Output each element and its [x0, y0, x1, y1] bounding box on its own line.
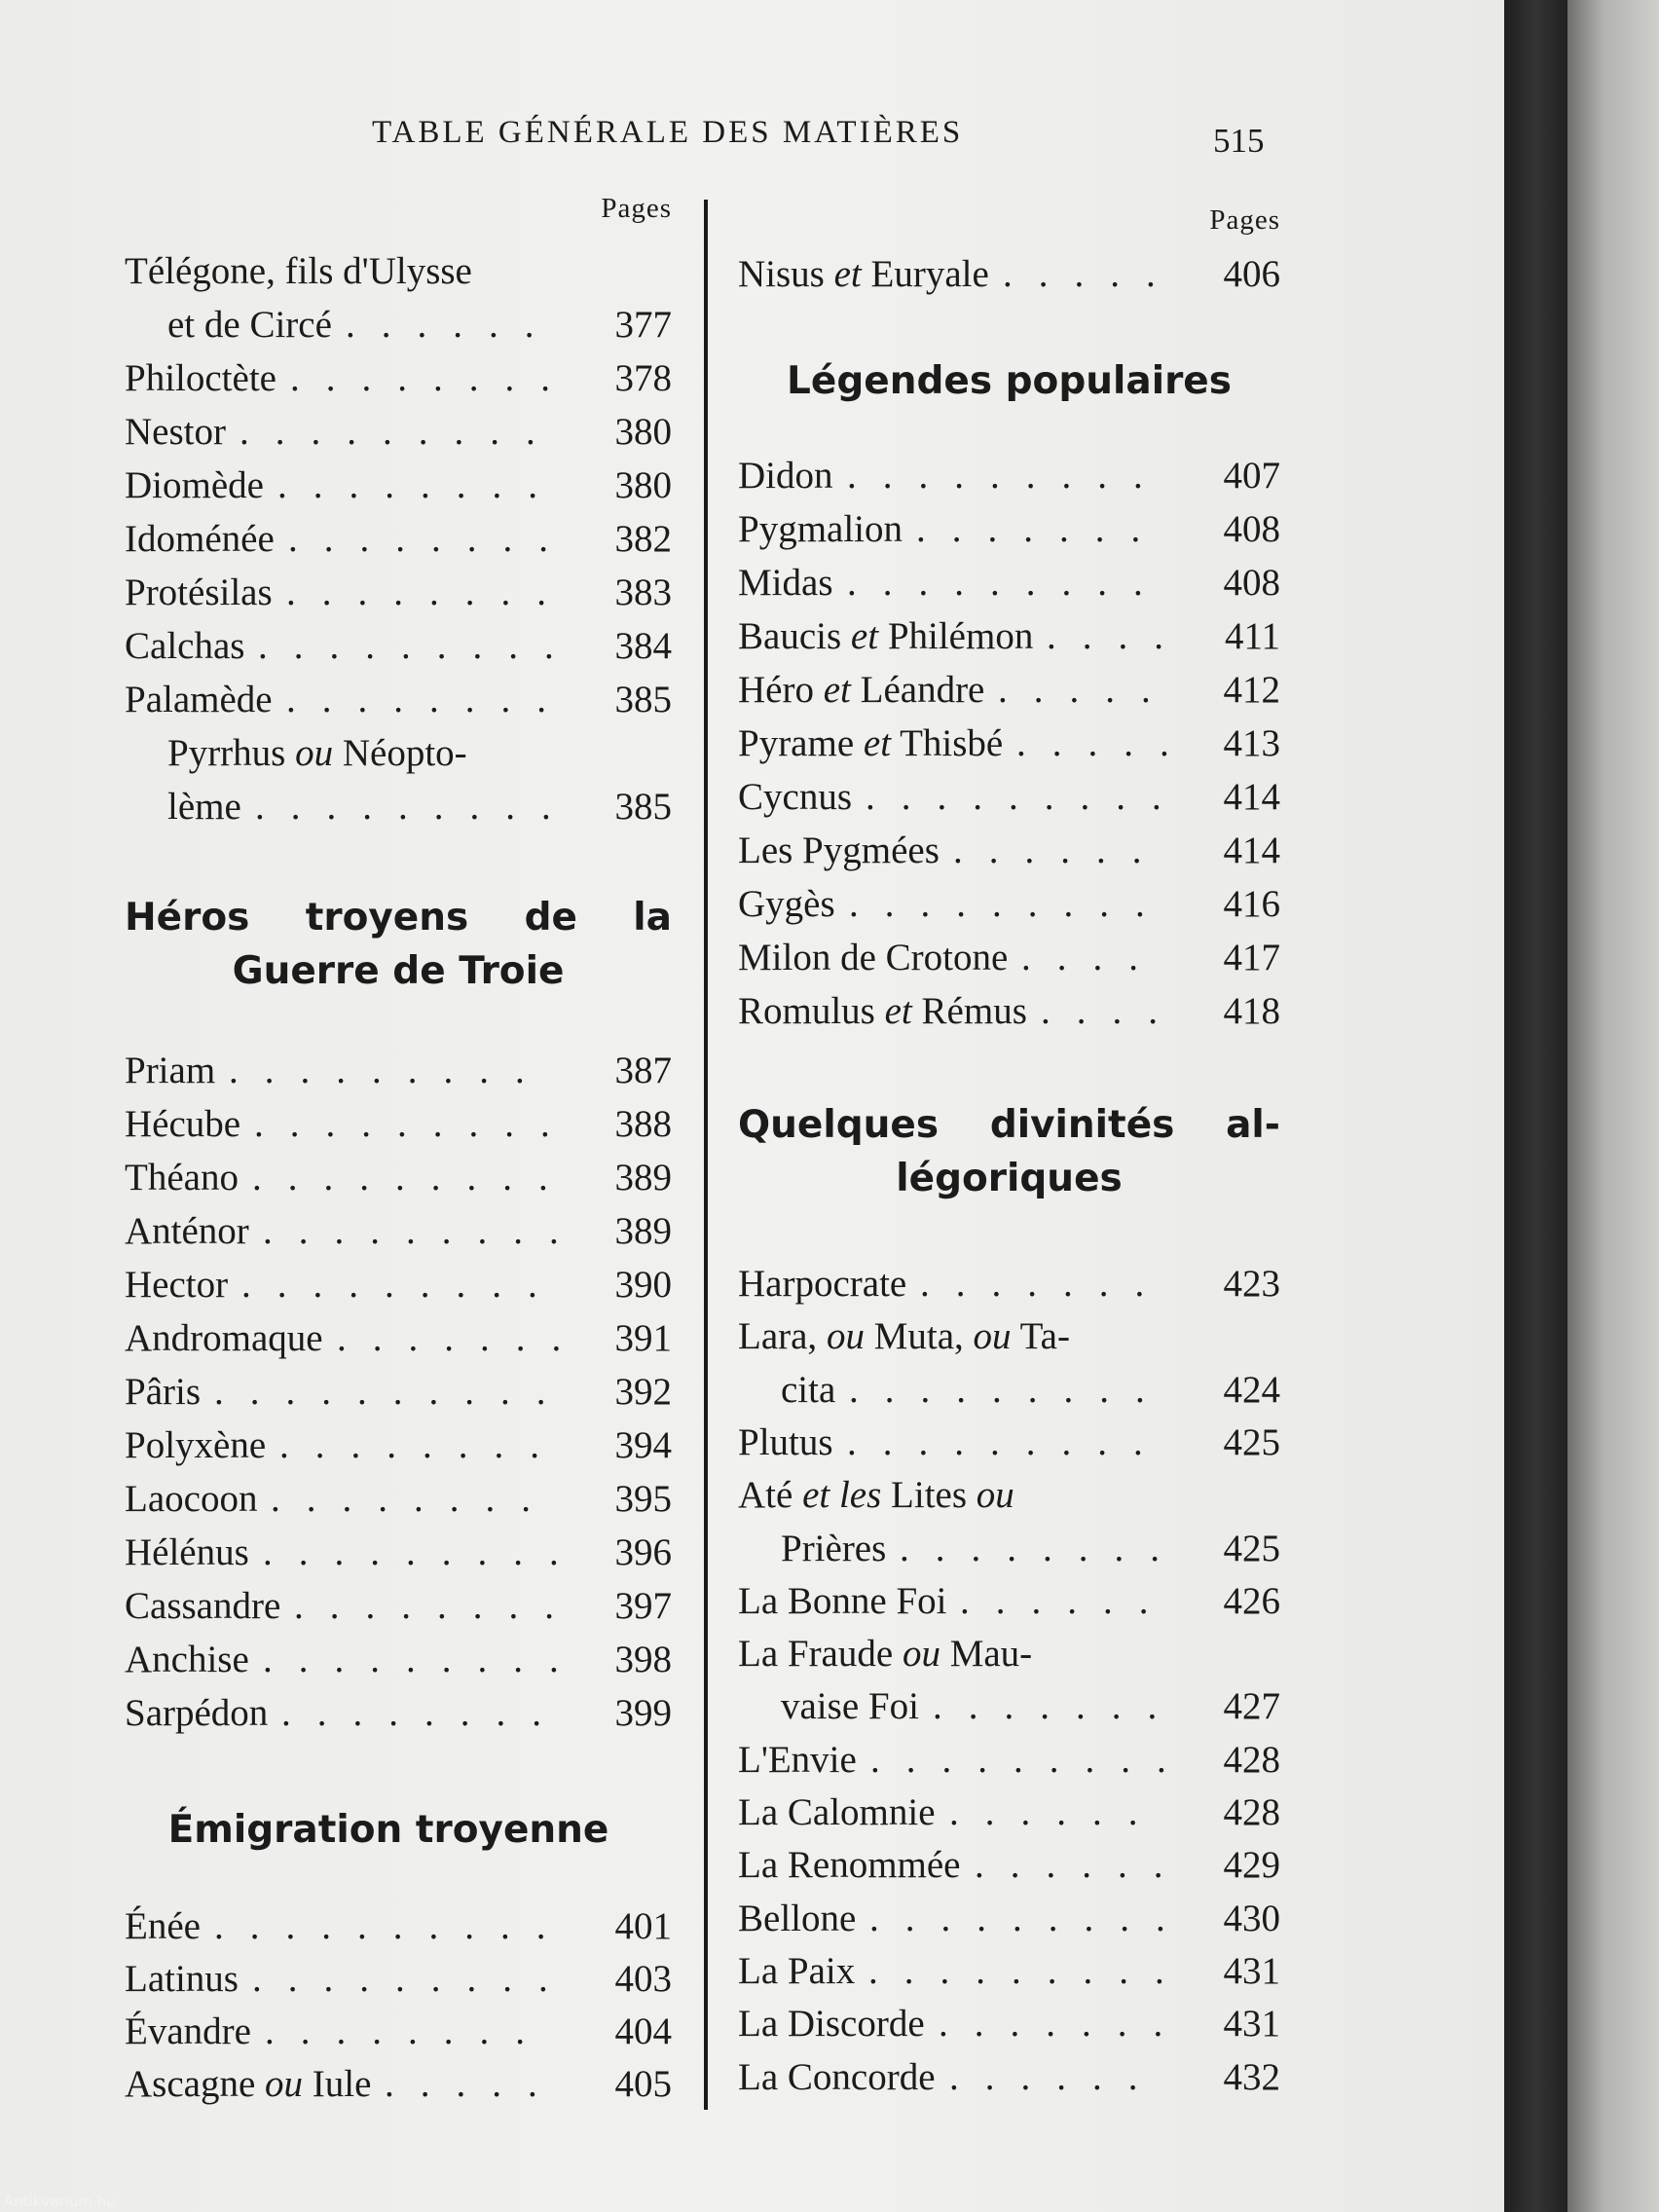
dot-leader: .........: [263, 1531, 585, 1573]
entry-title: Idoménée: [125, 518, 275, 560]
entry-page-number: 405: [614, 2063, 672, 2105]
index-entry: [738, 1260, 1280, 1309]
entry-title: Anchise: [125, 1639, 249, 1680]
entry-page-number: 380: [614, 411, 672, 453]
entry-page-number: 427: [1223, 1685, 1280, 1728]
dot-leader: .........: [869, 1897, 1192, 1939]
dot-leader: ........: [294, 1585, 580, 1627]
index-entry: [125, 1636, 672, 1684]
book-spine-edge: [1504, 0, 1567, 2212]
entry-page-number: 388: [614, 1103, 672, 1145]
index-entry: [125, 301, 672, 350]
index-entry: [125, 1955, 672, 2004]
entry-title: Pâris: [125, 1371, 201, 1413]
dot-leader: ......: [960, 1579, 1175, 1622]
index-entry: [125, 622, 672, 671]
entry-title-part: La Fraude: [738, 1633, 894, 1676]
entry-title-part: ou: [902, 1633, 940, 1676]
entry-page-number: 406: [1223, 253, 1280, 295]
dot-leader: .........: [847, 1420, 1169, 1463]
entry-page-number: 414: [1223, 830, 1280, 871]
entry-title-part: Romulus: [738, 990, 875, 1032]
entry-title: Anténor: [125, 1210, 249, 1252]
index-entry: [125, 2008, 672, 2056]
dot-leader: .........: [866, 776, 1188, 818]
entry-title-part: ou: [976, 1474, 1014, 1517]
index-entry: [738, 1788, 1280, 1837]
section-heading-legendes: Légendes populaires: [787, 359, 1232, 403]
entry-page-number: 391: [614, 1317, 672, 1359]
entry-page-number: 383: [614, 571, 672, 613]
entry-title-part: Léandre: [860, 669, 985, 711]
index-entry: [738, 559, 1280, 608]
section-heading-troyens-line2: Guerre de Troie: [232, 949, 565, 993]
dot-leader: ........: [290, 357, 576, 399]
entry-title-part: Baucis: [738, 615, 842, 657]
index-entry: [738, 1947, 1280, 1996]
index-entry: [125, 729, 672, 778]
entry-page-number: 390: [614, 1264, 672, 1306]
index-entry: [125, 1529, 672, 1577]
entry-title: [738, 250, 989, 299]
dot-leader: .........: [263, 1210, 585, 1252]
entry-page-number: 378: [614, 357, 672, 399]
index-entry: [125, 1421, 672, 1470]
entry-title: Sarpédon: [125, 1692, 269, 1734]
index-entry: [738, 1895, 1280, 1943]
section-heading-troyens-line1: Héros troyens de la: [125, 896, 672, 940]
entry-page-number: 401: [614, 1905, 672, 1947]
dot-leader: .....: [1003, 253, 1182, 295]
dot-leader: .........: [870, 1738, 1193, 1781]
index-entry: [125, 461, 672, 510]
entry-page-number: 432: [1223, 2055, 1280, 2098]
dot-leader: .........: [847, 562, 1169, 604]
dot-leader: .........: [241, 1264, 564, 1306]
entry-title: vaise Foi: [781, 1685, 919, 1728]
section-heading-divinites-line2: légoriques: [896, 1157, 1123, 1200]
dot-leader: ........: [277, 464, 564, 506]
entry-title-part: Héro: [738, 669, 814, 711]
index-entry: [738, 250, 1280, 299]
entry-page-number: 424: [1223, 1368, 1280, 1411]
entry-page-number: 414: [1223, 776, 1280, 818]
index-entry: [125, 1689, 672, 1738]
index-entry: [738, 666, 1280, 715]
entry-title: L'Envie: [738, 1738, 857, 1781]
index-entry: [738, 880, 1280, 929]
section-heading-emigration: Émigration troyenne: [167, 1808, 609, 1852]
index-entry: [738, 773, 1280, 822]
index-entry: [125, 676, 672, 724]
entry-title-part: et: [863, 722, 892, 764]
dot-leader: .........: [229, 1050, 551, 1091]
entry-title: [738, 612, 1033, 661]
entry-title: [738, 666, 984, 715]
entry-page-number: 394: [614, 1424, 672, 1466]
entry-title: La Discorde: [738, 2003, 925, 2046]
entry-title: Milon de Crotone: [738, 937, 1009, 978]
dot-leader: ..........: [214, 1905, 572, 1947]
entry-title-part: et: [850, 615, 879, 657]
index-entry: [125, 247, 672, 296]
dot-leader: .........: [254, 1103, 576, 1145]
index-entry: [738, 505, 1280, 554]
index-entry: [738, 1419, 1280, 1467]
entry-page-number: 395: [614, 1478, 672, 1520]
entry-page-number: 403: [614, 1958, 672, 2000]
index-entry: [738, 1736, 1280, 1785]
index-entry: [125, 1154, 672, 1202]
index-entry: [125, 1368, 672, 1417]
entry-page-number: 392: [614, 1371, 672, 1413]
entry-title-part: ou: [973, 1315, 1012, 1358]
index-entry: [738, 1841, 1280, 1890]
entry-title: [738, 987, 1027, 1036]
entry-title: Hélénus: [125, 1531, 249, 1573]
entry-title: Polyxène: [125, 1424, 267, 1466]
entry-title-part: Thisbé: [900, 722, 1004, 764]
entry-page-number: 425: [1223, 1527, 1280, 1569]
index-entry: [125, 515, 672, 564]
entry-page-number: 431: [1223, 1949, 1280, 1992]
index-entry: [125, 1475, 672, 1524]
entry-title-part: Mau-: [949, 1633, 1033, 1676]
dot-leader: ....: [1041, 990, 1184, 1032]
index-entry: [738, 2053, 1280, 2102]
entry-page-number: 382: [614, 518, 672, 560]
index-entry: [125, 1314, 672, 1363]
entry-title-part: Muta,: [873, 1315, 964, 1358]
entry-title: Hector: [125, 1264, 229, 1306]
watermark: Antikvarium.hu: [4, 2193, 116, 2210]
entry-title-part: Philémon: [887, 615, 1034, 657]
dot-leader: .........: [258, 625, 580, 667]
entry-page-number: 389: [614, 1210, 672, 1252]
dot-leader: ......: [953, 830, 1168, 871]
entry-title-part: Ta-: [1019, 1315, 1070, 1358]
dot-leader: .........: [252, 1958, 574, 2000]
dot-leader: ....: [1021, 937, 1164, 978]
entry-title-part: ou: [295, 732, 334, 774]
entry-page-number: 389: [614, 1157, 672, 1198]
index-entry: [125, 1207, 672, 1256]
entry-title: [167, 729, 467, 778]
entry-title: [738, 1471, 1014, 1520]
entry-page-number: 428: [1223, 1738, 1280, 1781]
index-entry: [738, 612, 1280, 661]
dot-leader: .........: [847, 455, 1169, 497]
dot-leader: .....: [1016, 722, 1196, 764]
background-edge: [1567, 0, 1659, 2212]
entry-page-number: 408: [1223, 508, 1280, 550]
index-entry: [738, 1577, 1280, 1626]
entry-title: La Calomnie: [738, 1791, 936, 1833]
entry-title: Plutus: [738, 1420, 833, 1463]
entry-title: Pygmalion: [738, 508, 903, 550]
entry-title-part: Nisus: [738, 253, 825, 295]
dot-leader: ....: [1047, 615, 1190, 657]
index-entry: [738, 827, 1280, 875]
entry-title: Laocoon: [125, 1478, 258, 1520]
entry-title: [125, 2060, 371, 2109]
pages-label: Pages: [1209, 204, 1280, 236]
index-entry: [125, 783, 672, 831]
entry-page-number: 385: [614, 786, 672, 828]
entry-page-number: 418: [1223, 990, 1280, 1032]
index-entry: [738, 987, 1280, 1036]
dot-leader: ........: [288, 518, 574, 560]
entry-title-part: Pyrame: [738, 722, 855, 764]
entry-title-part: ou: [265, 2063, 304, 2105]
entry-title: [738, 1630, 1032, 1678]
dot-leader: ........: [286, 571, 572, 613]
entry-title-part: Ascagne: [125, 2063, 256, 2105]
entry-page-number: 412: [1223, 669, 1280, 711]
entry-title-part: Euryale: [870, 253, 989, 295]
entry-title: Télégone, fils d'Ulysse: [125, 250, 472, 292]
entry-page-number: 431: [1223, 2003, 1280, 2046]
entry-title: Cycnus: [738, 776, 852, 818]
dot-leader: ......: [949, 1791, 1164, 1833]
index-entry: [738, 1366, 1280, 1415]
entry-title: Prières: [781, 1527, 887, 1569]
entry-title: et de Circé: [167, 304, 332, 346]
entry-title: Théano: [125, 1157, 239, 1198]
entry-page-number: 408: [1223, 562, 1280, 604]
index-entry: [738, 452, 1280, 500]
entry-title: Énée: [125, 1905, 201, 1947]
dot-leader: ......: [949, 2055, 1164, 2098]
dot-leader: .....: [998, 669, 1177, 711]
entry-page-number: 413: [1223, 722, 1280, 764]
dot-leader: .........: [868, 1949, 1191, 1992]
entry-page-number: 426: [1223, 1579, 1280, 1622]
index-entry: [125, 1582, 672, 1631]
entry-title: Latinus: [125, 1958, 239, 2000]
index-entry: [738, 719, 1280, 768]
entry-page-number: 377: [614, 304, 672, 346]
entry-page-number: 416: [1223, 883, 1280, 925]
dot-leader: ........: [286, 679, 572, 720]
entry-title-part: et les: [802, 1474, 882, 1517]
entry-page-number: 380: [614, 464, 672, 506]
entry-title: [738, 1312, 1070, 1361]
entry-title: lème: [167, 786, 241, 828]
index-entry: [738, 934, 1280, 982]
entry-page-number: 387: [614, 1050, 672, 1091]
entry-page-number: 417: [1223, 937, 1280, 978]
entry-page-number: 411: [1224, 615, 1280, 657]
entry-title: Hécube: [125, 1103, 241, 1145]
entry-title: La Bonne Foi: [738, 1579, 947, 1622]
entry-title: Priam: [125, 1050, 216, 1091]
dot-leader: .......: [337, 1317, 588, 1359]
entry-title-part: Iule: [312, 2063, 372, 2105]
dot-leader: .....: [385, 2063, 564, 2105]
index-entry: [125, 1261, 672, 1309]
entry-title: Midas: [738, 562, 833, 604]
index-entry: [125, 1100, 672, 1149]
index-entry: [125, 2060, 672, 2109]
entry-title-part: et: [823, 669, 851, 711]
entry-page-number: 425: [1223, 1420, 1280, 1463]
entry-title: [738, 719, 1003, 768]
entry-page-number: 423: [1223, 1263, 1280, 1305]
index-entry: [125, 569, 672, 617]
entry-title: Andromaque: [125, 1317, 323, 1359]
dot-leader: ..........: [214, 1371, 572, 1413]
entry-title: Les Pygmées: [738, 830, 940, 871]
index-entry: [738, 1471, 1280, 1520]
entry-page-number: 385: [614, 679, 672, 720]
entry-title: La Paix: [738, 1949, 856, 1992]
section-heading-divinites-line1: Quelques divinités al-: [738, 1103, 1280, 1147]
entry-page-number: 430: [1223, 1897, 1280, 1939]
index-entry: [738, 1525, 1280, 1573]
entry-title: Bellone: [738, 1897, 857, 1939]
index-entry: [125, 1902, 672, 1951]
dot-leader: ......: [346, 304, 561, 346]
entry-title-part: Rémus: [921, 990, 1027, 1032]
dot-leader: .......: [933, 1685, 1184, 1728]
entry-title: Palamède: [125, 679, 273, 720]
index-entry: [125, 1047, 672, 1095]
dot-leader: .......: [916, 508, 1167, 550]
entry-title: La Renommée: [738, 1844, 961, 1887]
entry-page-number: 407: [1223, 455, 1280, 497]
dot-leader: ........: [271, 1478, 557, 1520]
index-entry: [125, 408, 672, 457]
dot-leader: .......: [939, 2003, 1190, 2046]
entry-title-part: ou: [826, 1315, 865, 1358]
page-number: 515: [1213, 122, 1265, 160]
entry-title: Calchas: [125, 625, 245, 667]
entry-title: Philoctète: [125, 357, 276, 399]
index-entry: [738, 2000, 1280, 2048]
index-entry: [738, 1630, 1280, 1678]
entry-title: Harpocrate: [738, 1263, 907, 1305]
dot-leader: ........: [279, 1424, 566, 1466]
entry-title-part: Néopto-: [342, 732, 467, 774]
dot-leader: .........: [849, 883, 1171, 925]
entry-title-part: Lites: [891, 1474, 968, 1517]
entry-title: Nestor: [125, 411, 226, 453]
entry-title-part: Lara,: [738, 1315, 818, 1358]
dot-leader: .........: [240, 411, 562, 453]
entry-title: La Concorde: [738, 2055, 936, 2098]
dot-leader: .........: [849, 1368, 1171, 1411]
dot-leader: ........: [281, 1692, 568, 1734]
index-entry: [125, 354, 672, 403]
dot-leader: .........: [255, 786, 577, 828]
dot-leader: .........: [252, 1157, 574, 1198]
pages-label: Pages: [601, 193, 672, 224]
entry-title: Gygès: [738, 883, 835, 925]
entry-page-number: 384: [614, 625, 672, 667]
dot-leader: .........: [263, 1639, 585, 1680]
entry-title-part: et: [884, 990, 912, 1032]
entry-page-number: 397: [614, 1585, 672, 1627]
entry-title-part: et: [833, 253, 862, 295]
dot-leader: ........: [265, 2010, 551, 2052]
dot-leader: ........: [900, 1527, 1186, 1569]
running-title: TABLE GÉNÉRALE DES MATIÈRES: [372, 115, 964, 150]
entry-title: Protésilas: [125, 571, 273, 613]
column-divider: [704, 200, 708, 2110]
dot-leader: ......: [975, 1844, 1190, 1887]
entry-title-part: Pyrrhus: [167, 732, 286, 774]
entry-page-number: 429: [1223, 1844, 1280, 1887]
entry-title: Didon: [738, 455, 833, 497]
entry-page-number: 428: [1223, 1791, 1280, 1833]
entry-title: Évandre: [125, 2010, 251, 2052]
entry-page-number: 399: [614, 1692, 672, 1734]
entry-page-number: 404: [614, 2010, 672, 2052]
entry-title: Diomède: [125, 464, 264, 506]
entry-title: cita: [781, 1368, 836, 1411]
entry-title-part: Até: [738, 1474, 793, 1517]
entry-title: Cassandre: [125, 1585, 281, 1627]
dot-leader: .......: [920, 1263, 1171, 1305]
index-entry: [738, 1312, 1280, 1361]
entry-page-number: 398: [614, 1639, 672, 1680]
entry-page-number: 396: [614, 1531, 672, 1573]
index-entry: [738, 1682, 1280, 1731]
